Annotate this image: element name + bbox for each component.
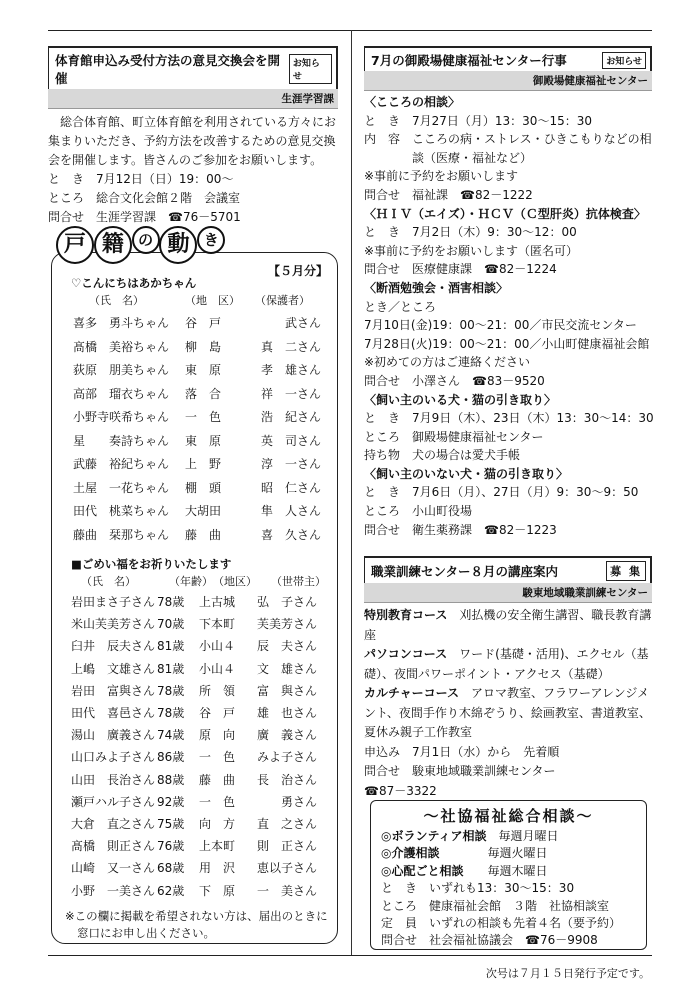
death-name: 山田 長治さん [71, 772, 156, 787]
death-household: 弘 子さん [257, 595, 318, 609]
text-line [364, 762, 652, 782]
birth-row [71, 383, 336, 407]
birth-area: 東 原 [185, 363, 222, 377]
death-household: 文 雄さん [257, 661, 318, 676]
birth-name: 田代 桃菜ちゃん [73, 504, 170, 518]
kunren-section [364, 556, 652, 801]
header-name: （氏 名） [89, 294, 144, 307]
line-text: 定 員 いずれの相談も先着４名（要予約） [381, 916, 622, 931]
line-text: ※初めての方はご連絡ください [364, 355, 531, 370]
death-row [71, 724, 336, 746]
death-area: 藤 曲 [199, 772, 236, 787]
line-text: 談（医療・福祉など） [364, 150, 533, 165]
death-age: 76歳 [157, 839, 185, 854]
birth-area: 柳 島 [185, 339, 222, 354]
line-text: 問合せ 社会福祉協議会 ☎76－9908 [381, 933, 598, 948]
text-line [364, 353, 652, 372]
text-line [364, 372, 652, 391]
line-text: と き いずれも13：30～15：30 [381, 881, 575, 896]
birth-row [71, 524, 336, 548]
line-text: 問合せ 福祉課 ☎82－1222 [364, 187, 533, 202]
text-line [364, 391, 652, 410]
death-name: 大倉 直之さん [71, 817, 156, 832]
line-label: ◎ボランティア相談 [381, 829, 487, 843]
death-name: 米山芙美芳さん [71, 617, 156, 632]
text-line [364, 279, 652, 298]
column-divider [351, 30, 352, 955]
line-text: と き 7月2日（木）9：30～12：00 [364, 225, 577, 240]
text-line [371, 880, 646, 897]
iken-body [48, 113, 338, 227]
iken-title: 体育館申込み受付方法の意見交換会を開催 [55, 53, 281, 86]
deaths-title: ■ごめい福をお祈りいたします [71, 557, 232, 571]
line-text: ☎87－3322 [364, 783, 437, 798]
text-line [364, 167, 652, 186]
death-row [71, 702, 336, 724]
line-text: 礎）、夜間パワーポイント・アクセス（基礎） [364, 666, 610, 681]
birth-guardian: 英 司さん [261, 433, 322, 448]
line-label: ◎心配ごと相談 [381, 863, 464, 878]
death-area: 上古城 [199, 595, 236, 609]
death-row [71, 635, 336, 657]
death-area: 一 色 [199, 794, 236, 809]
death-area: 下 原 [199, 883, 236, 898]
header-age: （年齢） [169, 575, 213, 588]
text-line [364, 335, 652, 354]
death-age: 81歳 [157, 661, 185, 676]
line-text: 刈払機の安全衛生講習、職長教育講 [447, 608, 652, 622]
birth-row [71, 312, 336, 336]
birth-guardian: 淳 一さん [261, 457, 322, 471]
text-line [364, 130, 652, 149]
death-area: 上本町 [199, 839, 236, 854]
text-line [371, 898, 646, 915]
death-name: 瀬戸ハル子さん [71, 794, 156, 809]
koseki-note: 窓口にお申し出ください。 [77, 925, 215, 940]
title-char: 動 [159, 226, 197, 264]
line-text: 〈飼い主のいる犬・猫の引き取り〉 [364, 392, 557, 407]
line-label: パソコンコース [364, 647, 448, 661]
birth-name: 喜多 勇斗ちゃん [73, 316, 170, 330]
births-title: ♡こんにちはあかちゃん [71, 276, 197, 290]
death-household: 芙美芳さん [257, 617, 318, 632]
text-line [364, 704, 652, 724]
death-row [71, 880, 336, 902]
text-line [364, 223, 652, 242]
center-section [364, 46, 652, 539]
text-line [371, 932, 646, 949]
births-header [71, 292, 336, 310]
birth-name: 星 奏詩ちゃん [73, 433, 170, 448]
death-age: 86歳 [157, 750, 185, 765]
birth-guardian: 喜 久さん [261, 527, 322, 542]
text-line [364, 260, 652, 279]
line-text: 問合せ 駿東地域職業訓練センター [364, 764, 556, 778]
line-text: 毎週月曜日 [486, 829, 559, 843]
iken-where: ところ 総合文化会館２階 会議室 [48, 191, 241, 205]
kunren-title: 職業訓練センター８月の講座案内 [371, 564, 559, 579]
iken-title-bar [48, 46, 338, 89]
deaths-list [71, 591, 336, 902]
death-area: 谷 戸 [199, 706, 236, 721]
death-household: 恵以子さん [257, 861, 318, 876]
text-line [364, 428, 652, 447]
koseki-content [51, 252, 336, 942]
birth-row [71, 430, 336, 454]
text-line [364, 298, 652, 317]
text-line [371, 845, 646, 862]
death-household: 廣 義さん [257, 728, 318, 743]
death-row [71, 591, 336, 613]
death-area: 原 向 [199, 728, 236, 743]
text-line [364, 723, 652, 743]
death-age: 78歳 [157, 683, 185, 698]
death-name: 上嶋 文雄さん [71, 661, 156, 676]
death-age: 75歳 [157, 817, 185, 832]
birth-name: 小野寺咲希ちゃん [73, 410, 170, 424]
line-text: ント、夜間手作り木綿ぞうり、絵画教室、書道教室、 [364, 705, 651, 720]
title-char: 籍 [94, 226, 132, 264]
line-text: 問合せ 医療健康課 ☎82－1224 [364, 262, 557, 277]
deaths-header [71, 573, 336, 591]
iken-contact: 問合せ 生涯学習課 ☎76－5701 [48, 210, 241, 224]
birth-guardian: 孝 雄さん [261, 363, 322, 377]
death-name: 岩田まさ子さん [71, 595, 156, 609]
kunren-dept: 駿東地域職業訓練センター [364, 583, 652, 603]
death-age: 74歳 [157, 728, 185, 743]
death-row [71, 680, 336, 702]
iken-when: と き 7月12日（日）19：00～ [48, 172, 234, 186]
death-age: 92歳 [157, 794, 185, 809]
line-label: 特別教育コース [364, 608, 448, 622]
death-household: 勇さん [280, 794, 317, 809]
line-text: アロマ教室、フラワーアレンジメ [459, 686, 650, 700]
koseki-note: ※この欄に掲載を希望されない方は、届出のときに [65, 908, 328, 923]
text-line [364, 626, 652, 646]
text-line [364, 782, 652, 802]
line-text: ところ 御殿場健康福祉センター [364, 429, 544, 444]
birth-area: 落 合 [185, 386, 222, 401]
birth-guardian: 祥 一さん [261, 386, 322, 401]
title-char: の [132, 226, 160, 254]
death-name: 湯山 廣義さん [71, 728, 156, 743]
birth-row [71, 500, 336, 524]
death-row [71, 613, 336, 635]
death-row [71, 746, 336, 768]
line-text: ※事前に予約をお願いします（匿名可） [364, 243, 579, 258]
line-text: 〈こころの相談〉 [364, 95, 461, 109]
birth-name: 髙橋 美裕ちゃん [73, 339, 170, 354]
line-text: 持ち物 犬の場合は愛犬手帳 [364, 448, 521, 463]
header-area: （地区） [213, 575, 257, 588]
birth-name: 武藤 裕紀ちゃん [73, 457, 170, 471]
text-line [364, 743, 652, 763]
text-line [364, 665, 652, 685]
death-age: 78歳 [157, 595, 185, 609]
text-line [364, 606, 652, 626]
birth-row [71, 359, 336, 383]
text-line [371, 863, 646, 880]
koseki-month: 【５月分】 [267, 264, 328, 278]
death-area: 所 領 [199, 683, 236, 698]
line-text: ワード(基礎・活用)、エクセル（基 [447, 647, 649, 661]
line-text: 夏休み親子工作教室 [364, 725, 473, 739]
death-area: 一 色 [199, 750, 236, 765]
death-row [71, 791, 336, 813]
next-issue-note: 次号は７月１５日発行予定です。 [485, 967, 650, 980]
birth-guardian: 隼 人さん [261, 504, 322, 518]
notice-tag: お知らせ [289, 54, 332, 84]
birth-guardian: 昭 仁さん [261, 480, 322, 495]
death-row [71, 857, 336, 879]
text-line [364, 112, 652, 131]
death-row [71, 658, 336, 680]
birth-name: 藤曲 栞那ちゃん [73, 527, 170, 542]
text-line [364, 205, 652, 224]
text-line [364, 684, 652, 704]
line-text: ところ 小山町役場 [364, 504, 473, 519]
birth-area: 大胡田 [185, 504, 222, 518]
death-name: 田代 喜邑さん [71, 706, 156, 721]
text-line [364, 521, 652, 540]
text-line [364, 186, 652, 205]
death-row [71, 769, 336, 791]
birth-name: 高部 瑠衣ちゃん [73, 386, 170, 401]
death-household: 長 治さん [257, 772, 318, 787]
birth-area: 一 色 [185, 410, 222, 424]
text-line [371, 828, 646, 845]
text-line [364, 483, 652, 502]
birth-area: 上 野 [185, 457, 222, 471]
death-name: 髙橋 則正さん [71, 839, 156, 854]
birth-row [71, 406, 336, 430]
death-household: 富 與さん [257, 683, 318, 698]
death-area: 用 沢 [199, 861, 236, 876]
birth-area: 谷 戸 [185, 316, 222, 330]
death-name: 岩田 富與さん [71, 683, 156, 698]
death-household: 雄 也さん [257, 706, 318, 721]
sodan-title: ～社協福祉総合相談～ [423, 807, 594, 825]
header-guardian: （保護者） [255, 294, 310, 307]
line-text: 内 容 こころの病・ストレス・ひきこもりなどの相 [364, 132, 652, 147]
death-name: 臼井 辰夫さん [71, 639, 156, 654]
line-text: ところ 健康福祉会館 ３階 社協相談室 [381, 898, 610, 913]
title-char: 戸 [56, 226, 94, 264]
birth-area: 東 原 [185, 433, 222, 448]
birth-name: 土屋 一花ちゃん [73, 480, 170, 495]
death-household: みよ子さん [257, 750, 318, 765]
kunren-title-bar [364, 556, 652, 583]
death-household: 辰 夫さん [257, 639, 318, 654]
text-line [364, 93, 652, 112]
death-row [71, 835, 336, 857]
death-name: 小野 一美さん [71, 883, 156, 898]
header-name: （氏 名） [81, 575, 136, 588]
line-text: 7月28日(火)19：00～21：00／小山町健康福祉会館 [364, 336, 650, 351]
text-line [371, 915, 646, 932]
iken-dept: 生涯学習課 [48, 89, 338, 109]
line-label: ◎介護相談 [381, 846, 440, 861]
center-dept: 御殿場健康福祉センター [364, 71, 652, 91]
death-household: 直 之さん [257, 817, 318, 832]
line-text: 〈ＨＩＶ（エイズ）・ＨＣＶ（Ｃ型肝炎）抗体検査〉 [364, 206, 646, 221]
birth-row [71, 477, 336, 501]
birth-guardian: 武さん [284, 316, 321, 330]
text-line [364, 446, 652, 465]
line-text: 毎週火曜日 [439, 846, 548, 861]
birth-area: 棚 頭 [185, 480, 222, 495]
line-text: 問合せ 衛生薬務課 ☎82－1223 [364, 522, 557, 537]
text-line [364, 149, 652, 168]
line-text: 7月10日(金)19：00～21：00／市民交流センター [364, 318, 637, 333]
death-name: 山崎 又一さん [71, 861, 156, 876]
death-area: 向 方 [199, 817, 236, 832]
line-text: とき／ところ [364, 299, 437, 314]
iken-body-line: 会を開催します。皆さんのご参加をお願いします。 [48, 153, 323, 167]
sodan-box [370, 800, 647, 950]
death-row [71, 813, 336, 835]
line-text: 申込み 7月1日（水）から 先着順 [364, 744, 560, 759]
iken-section [48, 46, 338, 227]
birth-guardian: 真 二さん [261, 339, 322, 354]
title-char: き [197, 226, 225, 254]
sodan-body [371, 828, 646, 950]
death-age: 88歳 [157, 772, 185, 787]
line-text: 〈飼い主のいない犬・猫の引き取り〉 [364, 466, 569, 481]
death-age: 78歳 [157, 706, 185, 721]
line-text: 毎週木曜日 [463, 863, 548, 878]
header-area: （地 区） [185, 294, 240, 307]
bottom-rule [48, 955, 652, 956]
death-area: 小山４ [199, 639, 236, 654]
death-age: 62歳 [157, 883, 185, 898]
birth-row [71, 453, 336, 477]
births-list [71, 312, 336, 547]
line-text: 座 [364, 627, 377, 642]
death-age: 81歳 [157, 639, 185, 654]
birth-guardian: 浩 紀さん [261, 410, 322, 424]
birth-name: 荻原 朋美ちゃん [73, 363, 170, 377]
text-line [364, 409, 652, 428]
header-household: （世帯主） [271, 575, 326, 588]
text-line [364, 645, 652, 665]
line-text: 〈断酒勉強会・酒害相談〉 [364, 280, 509, 295]
kunren-body [364, 606, 652, 801]
top-rule [48, 30, 652, 31]
center-title-bar [364, 46, 652, 71]
death-household: 則 正さん [257, 839, 318, 854]
iken-body-line: 総合体育館、町立体育館を利用されている方々にお [60, 115, 337, 129]
text-line [364, 502, 652, 521]
line-text: と き 7月9日（木）、23日（木）13：30～14：30 [364, 411, 654, 426]
iken-body-line: 集まりいただき、予約方法を改善するための意見交換 [48, 134, 336, 148]
notice-tag: お知らせ [602, 52, 646, 69]
line-text: 問合せ 小澤さん ☎83－9520 [364, 373, 545, 388]
birth-area: 藤 曲 [185, 527, 222, 542]
death-age: 68歳 [157, 861, 185, 876]
death-area: 小山４ [199, 661, 236, 676]
text-line [364, 242, 652, 261]
line-text: ※事前に予約をお願いします [364, 169, 519, 184]
text-line [364, 316, 652, 335]
death-household: 一 美さん [257, 883, 318, 898]
line-text: と き 7月6日（月）、27日（月）9：30～9：50 [364, 485, 639, 500]
text-line [364, 465, 652, 484]
death-area: 下本町 [199, 617, 236, 632]
death-name: 山口みよ子さん [71, 750, 156, 765]
birth-row [71, 336, 336, 360]
line-text: と き 7月27日（月）13：30～15：30 [364, 113, 592, 128]
recruit-tag: 募 集 [606, 561, 646, 581]
center-body [364, 93, 652, 539]
death-age: 70歳 [157, 617, 185, 632]
center-title: 7月の御殿場健康福祉センター行事 [371, 53, 567, 68]
line-label: カルチャーコース [364, 686, 460, 700]
